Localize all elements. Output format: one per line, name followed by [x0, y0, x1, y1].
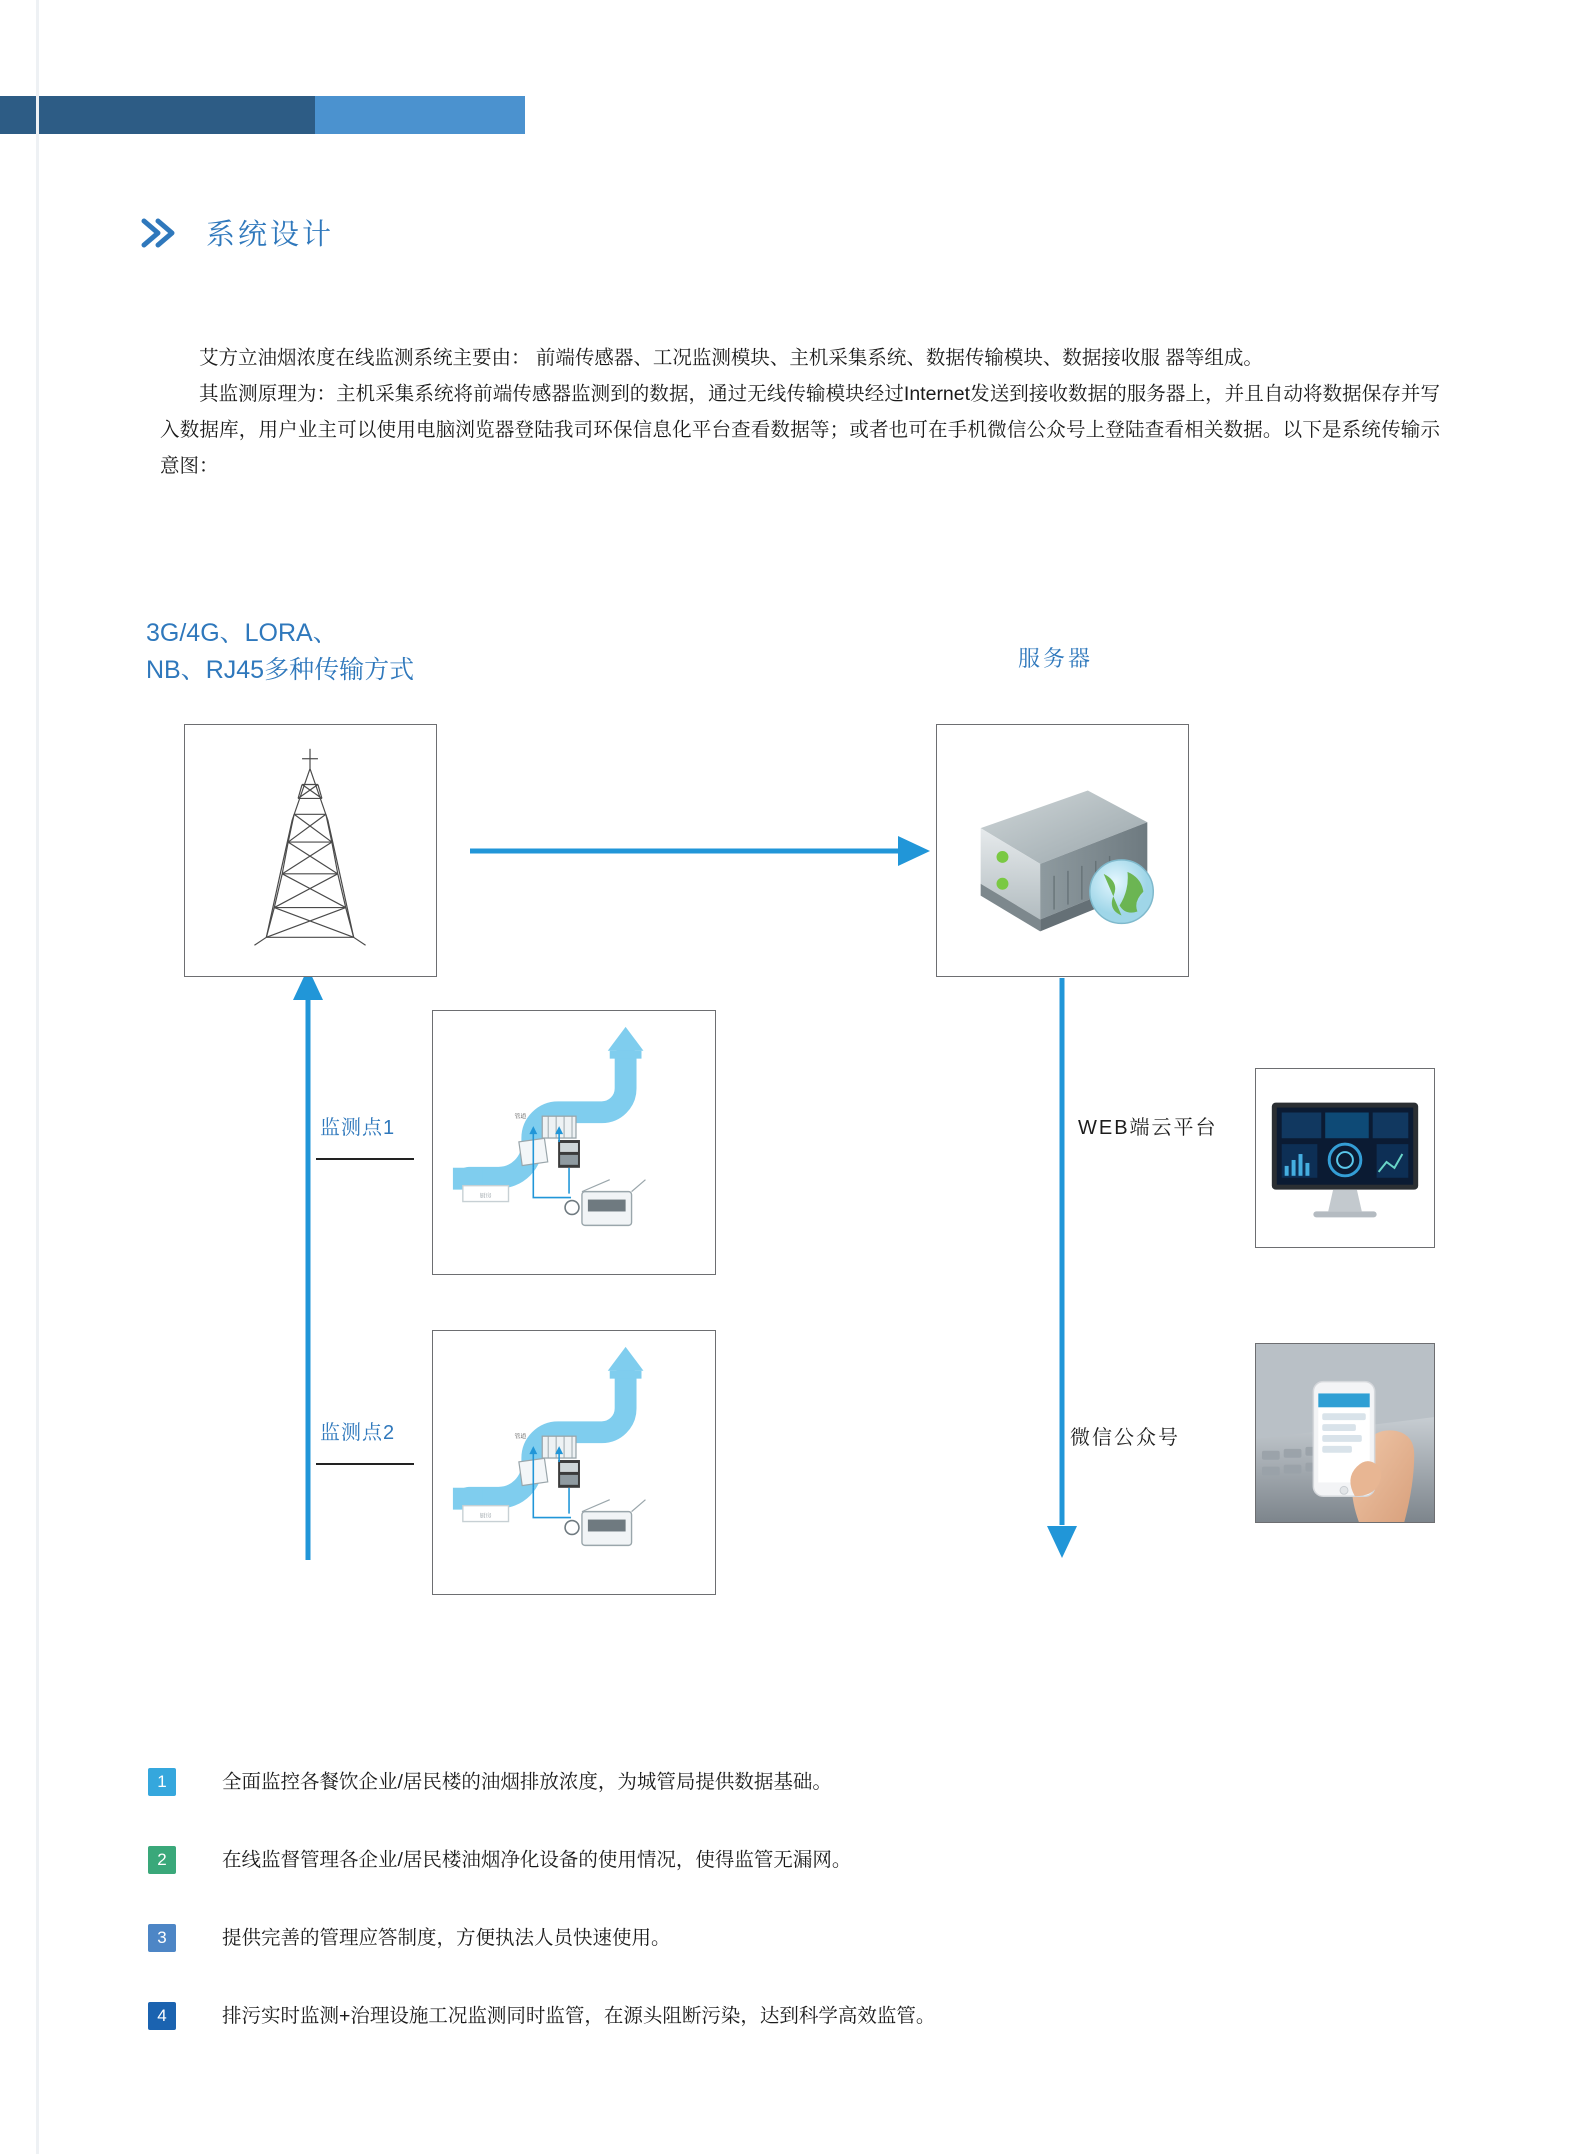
web-platform-monitor-image — [1255, 1068, 1435, 1248]
paragraph-2: 其监测原理为：主机采集系统将前端传感器监测到的数据，通过无线传输模块经过Internet发送到接收数据的服务器上，并且自动将数据保存并写入数据库，用户业主可以使用电脑浏览器登陆我司环保信息化平台查看数据等；或者也可在手机微信公众号上登陆查看相关数据。以下是系统传输示意图： — [160, 383, 1440, 477]
list-item-number: 1 — [148, 1768, 176, 1796]
server-illustration — [936, 724, 1189, 977]
svg-text:厨房: 厨房 — [479, 1193, 492, 1200]
benefits-list — [148, 1768, 1448, 2080]
monitor-site-2-illustration — [432, 1330, 716, 1595]
label-monitor-point-2: 监测点2 — [320, 1422, 396, 1444]
svg-text:管道: 管道 — [514, 1434, 527, 1441]
label-monitor-point-1: 监测点1 — [320, 1117, 396, 1139]
label-transmission-methods: 3G/4G、LORA、 NB、RJ45多种传输方式 — [146, 619, 415, 684]
list-item-text: 排污实时监测+治理设施工况监测同时监管，在源头阻断污染，达到科学高效监管。 — [222, 2005, 936, 2027]
list-item-text: 在线监督管理各企业/居民楼油烟净化设备的使用情况，使得监管无漏网。 — [222, 1849, 852, 1871]
list-item-number: 4 — [148, 2002, 176, 2030]
paragraph-1: 艾方立油烟浓度在线监测系统主要由： 前端传感器、工况监测模块、主机采集系统、数据传输模块、数据接收服 器等组成。 — [199, 347, 1263, 369]
monitor-point-1-underline — [316, 1158, 414, 1160]
list-item-text: 提供完善的管理应答制度，方便执法人员快速使用。 — [222, 1927, 671, 1949]
label-web-platform: WEB端云平台 — [1078, 1117, 1218, 1139]
page-title: 系统设计 — [206, 219, 335, 251]
list-item-number: 2 — [148, 1846, 176, 1874]
list-item-number: 3 — [148, 1924, 176, 1952]
wechat-phone-image — [1255, 1343, 1435, 1523]
list-item — [148, 1768, 1448, 1796]
svg-text:管道: 管道 — [514, 1114, 527, 1121]
list-item — [148, 1924, 1448, 1952]
list-item — [148, 2002, 1448, 2030]
label-server: 服务器 — [1018, 646, 1094, 671]
label-wechat-official-account: 微信公众号 — [1070, 1427, 1180, 1449]
monitor-site-1-illustration — [432, 1010, 716, 1275]
list-item — [148, 1846, 1448, 1874]
svg-text:厨房: 厨房 — [479, 1513, 492, 1520]
monitor-point-2-underline — [316, 1463, 414, 1465]
transmission-tower-illustration — [184, 724, 437, 977]
list-item-text: 全面监控各餐饮企业/居民楼的油烟排放浓度，为城管局提供数据基础。 — [222, 1771, 832, 1793]
